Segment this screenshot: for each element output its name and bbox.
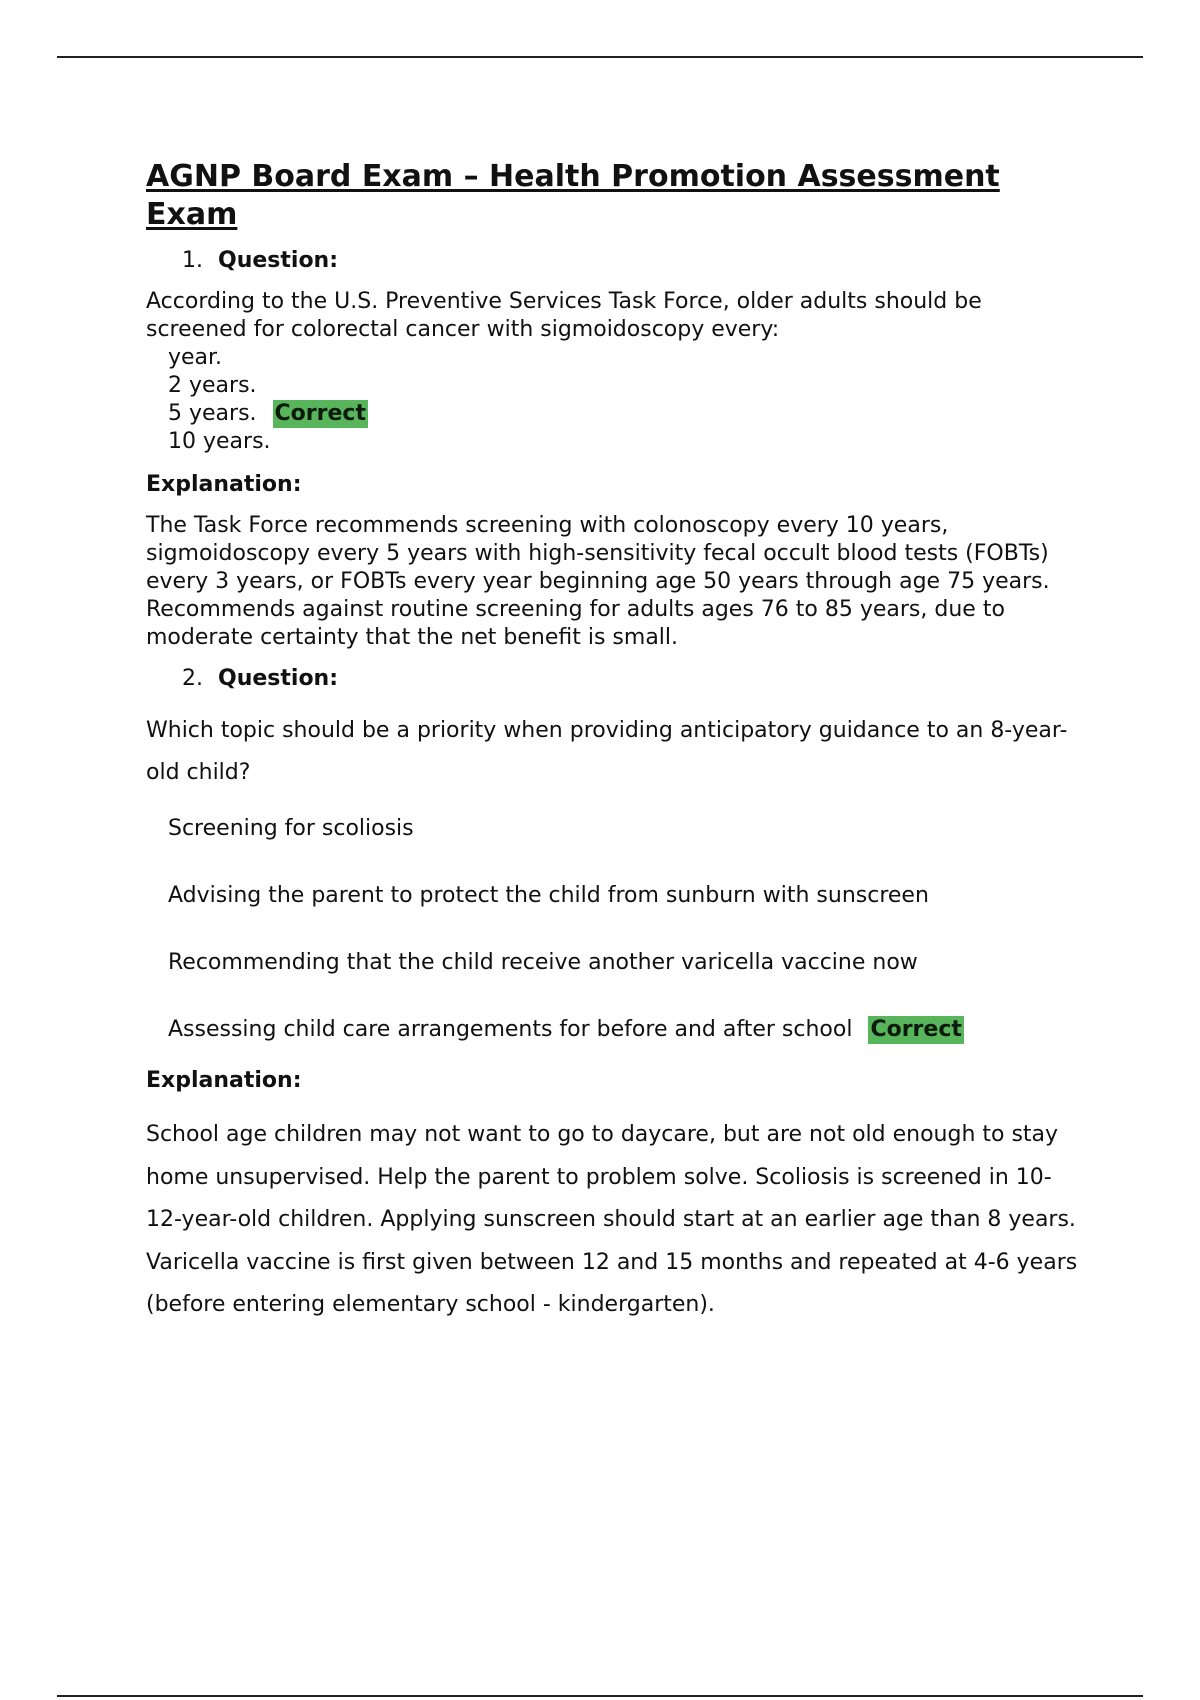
question-label: Question: bbox=[218, 248, 339, 273]
page-title: AGNP Board Exam – Health Promotion Assessment Exam bbox=[146, 159, 1000, 232]
header-rule bbox=[57, 56, 1143, 58]
correct-badge: Correct bbox=[274, 401, 366, 426]
question-1-stem: According to the U.S. Preventive Services Task Force, older adults should be screened for colorectal cancer with sigmoidoscopy every: bbox=[146, 289, 982, 342]
question-2-options bbox=[146, 808, 1086, 1076]
answer-option: year. bbox=[168, 345, 223, 370]
question-label: Question: bbox=[218, 666, 339, 691]
question-number: 2. bbox=[182, 666, 203, 691]
answer-option: Advising the parent to protect the child from sunburn with sunscreen bbox=[168, 883, 929, 908]
question-2-stem: Which topic should be a priority when providing anticipatory guidance to an 8-year-old child? bbox=[146, 718, 1068, 785]
document-body bbox=[146, 158, 1086, 1327]
question-2-heading bbox=[146, 664, 1086, 694]
answer-option: 10 years. bbox=[168, 429, 271, 454]
answer-option-correct bbox=[168, 400, 1086, 428]
explanation-label: Explanation: bbox=[146, 472, 302, 497]
question-1-options bbox=[146, 344, 1086, 456]
answer-option: Screening for scoliosis bbox=[168, 816, 414, 841]
answer-option-text: Assessing child care arrangements for before and after school bbox=[168, 1017, 853, 1042]
answer-option-text: 5 years. bbox=[168, 401, 257, 426]
question-2-explanation: School age children may not want to go to daycare, but are not old enough to stay home unsupervised. Help the parent to problem solve. Scoliosis is screened in 10-12-year-old children. Applying sunscreen should start at an earlier age than 8 years. Varicella vaccine is first given between 12 and 15 months and repeated at 4-6 years (before entering elementary school - kindergarten). bbox=[146, 1122, 1078, 1317]
answer-option: Recommending that the child receive another varicella vaccine now bbox=[168, 950, 918, 975]
answer-option: 2 years. bbox=[168, 373, 257, 398]
correct-badge: Correct bbox=[870, 1017, 962, 1042]
question-1-explanation: The Task Force recommends screening with colonoscopy every 10 years, sigmoidoscopy every 5 years with high-sensitivity fecal occult blood tests (FOBTs) every 3 years, or FOBTs every year beginning age 50 years through age 75 years. Recommends against routine screening for adults ages 76 to 85 years, due to moderate certainty that the net benefit is small. bbox=[146, 513, 1050, 650]
footer-rule bbox=[57, 1695, 1143, 1697]
question-number: 1. bbox=[182, 248, 203, 273]
question-1-heading bbox=[146, 246, 1086, 276]
explanation-label: Explanation: bbox=[146, 1068, 302, 1093]
